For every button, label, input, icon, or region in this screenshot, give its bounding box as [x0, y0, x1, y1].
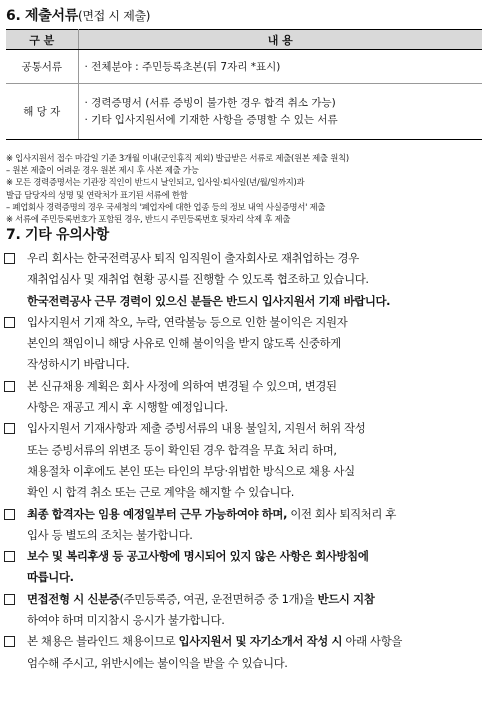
note-line: 발급 담당자의 성명 및 연락처가 표기된 서류에 한함 [6, 189, 188, 200]
item-line: 입사 등 별도의 조치는 불가합니다. [27, 527, 193, 542]
checkbox-icon [4, 594, 15, 605]
note-line: ※ 모든 경력증명서는 기관장 직인이 반드시 날인되고, 입사일·퇴사일(년/월/일까지)과 [6, 177, 305, 188]
item-line: 하여야 하며 미지참시 응시가 불가합니다. [27, 613, 225, 628]
list-item [4, 589, 484, 632]
checkbox-icon [4, 551, 15, 562]
row-item: · 전체분야 : 주민등록초본(뒤 7자리 *표시) [84, 61, 281, 73]
item-line-bold: 보수 및 복리후생 등 공고사항에 명시되어 있지 않은 사항은 회사방침에 [27, 549, 369, 564]
row-item: · 경력증명서 (서류 증빙이 불가한 경우 합격 취소 가능) [84, 96, 336, 109]
item-bold-text: 면접전형 시 신분증 [27, 591, 120, 606]
section-6-title [6, 5, 150, 25]
item-line [27, 631, 484, 652]
list-item [4, 546, 484, 589]
section-6-subheading: (면접 시 제출) [77, 9, 151, 23]
notes-block [6, 152, 484, 225]
list-item [4, 312, 484, 376]
item-line: 우리 회사는 한국전력공사 퇴직 임직원이 출자회사로 재취업하는 경우 [27, 251, 359, 265]
note-line: – 폐업회사 경력증명의 경우 국세청의 '폐업자에 대한 업종 등의 정보 내역 사실증명서' 제출 [6, 201, 326, 212]
row-label: 해 당 자 [6, 84, 78, 140]
note-line: ※ 서류에 주민등록번호가 포함된 경우, 반드시 주민등록번호 뒷자리 삭제 후 제출 [6, 214, 291, 225]
table-row [6, 50, 482, 84]
item-text: 아래 사항을 [342, 634, 403, 649]
list-item [4, 631, 484, 674]
item-text: 이전 회사 퇴직처리 후 [287, 506, 397, 521]
note-line: – 원본 제출이 어려운 경우 원본 제시 후 사본 제출 가능 [6, 165, 199, 176]
item-text: 본 채용은 블라인드 채용이므로 [27, 634, 179, 649]
list-item [4, 248, 484, 312]
checkbox-icon [4, 253, 15, 264]
checkbox-icon [4, 423, 15, 434]
list-item [4, 418, 484, 503]
row-content [78, 50, 482, 84]
table-header-row [6, 30, 482, 50]
item-line: 사항은 재공고 게시 후 시행할 예정입니다. [27, 400, 228, 415]
section-7-title: 7. 기타 유의사항 [6, 227, 109, 243]
row-content [78, 84, 482, 140]
item-line-bold: 한국전력공사 근무 경력이 있으신 분들은 반드시 입사지원서 기재 바랍니다. [27, 293, 391, 308]
item-bold-text: 반드시 지참 [313, 591, 375, 606]
item-line: 본 신규채용 계획은 회사 사정에 의하여 변경될 수 있으며, 변경된 [27, 378, 337, 393]
notice-list [4, 248, 484, 674]
checkbox-icon [4, 509, 15, 520]
checkbox-icon [4, 381, 15, 392]
item-line: 채용절차 이후에도 본인 또는 타인의 부당·위법한 방식으로 채용 사실 [27, 463, 355, 478]
row-item: · 기타 입사지원서에 기재한 사항을 증명할 수 있는 서류 [84, 113, 338, 126]
item-line: 확인 시 합격 취소 또는 근로 계약을 해지할 수 있습니다. [27, 485, 295, 500]
list-item [4, 376, 484, 419]
checkbox-icon [4, 317, 15, 328]
list-item [4, 504, 484, 547]
item-line [27, 504, 484, 525]
table-row [6, 84, 482, 140]
item-bold-text: 입사지원서 및 자기소개서 작성 시 [178, 634, 343, 649]
item-line: 재취업심사 및 재취업 현황 공시를 진행할 수 있도록 협조하고 있습니다. [27, 272, 369, 287]
item-line: 작성하시기 바랍니다. [27, 357, 130, 372]
item-line: 본인의 책임이니 해당 사유로 인해 불이익을 받지 않도록 신중하게 [27, 336, 341, 351]
note-line: ※ 입사지원서 접수 마감일 기준 3개월 이내(군인휴직 제외) 발급받은 서류로 제출(원본 제출 원칙) [6, 153, 349, 163]
row-label: 공통서류 [6, 50, 78, 84]
item-line: 또는 증빙서류의 위변조 등이 확인된 경우 합격을 무효 처리 하며, [27, 442, 337, 457]
header-content: 내 용 [78, 30, 482, 50]
item-line: 입사지원서 기재사항과 제출 증빙서류의 내용 불일치, 지원서 허위 작성 [27, 421, 366, 436]
item-bold-text: 최종 합격자는 임용 예정일부터 근무 가능하여야 하며, [27, 506, 288, 521]
item-line: 입사지원서 기재 착오, 누락, 연락불능 등으로 인한 불이익은 지원자 [27, 314, 348, 329]
item-line: 엄수해 주시고, 위반시에는 불이익을 받을 수 있습니다. [27, 655, 288, 670]
header-category: 구 분 [6, 30, 78, 50]
section-6-heading: 6. 제출서류 [6, 8, 78, 24]
item-line-bold: 따릅니다. [27, 570, 74, 585]
checkbox-icon [4, 636, 15, 647]
documents-table [6, 29, 482, 140]
item-text: (주민등록증, 여권, 운전면허증 중 1개)을 [119, 591, 314, 606]
item-line [27, 589, 484, 610]
